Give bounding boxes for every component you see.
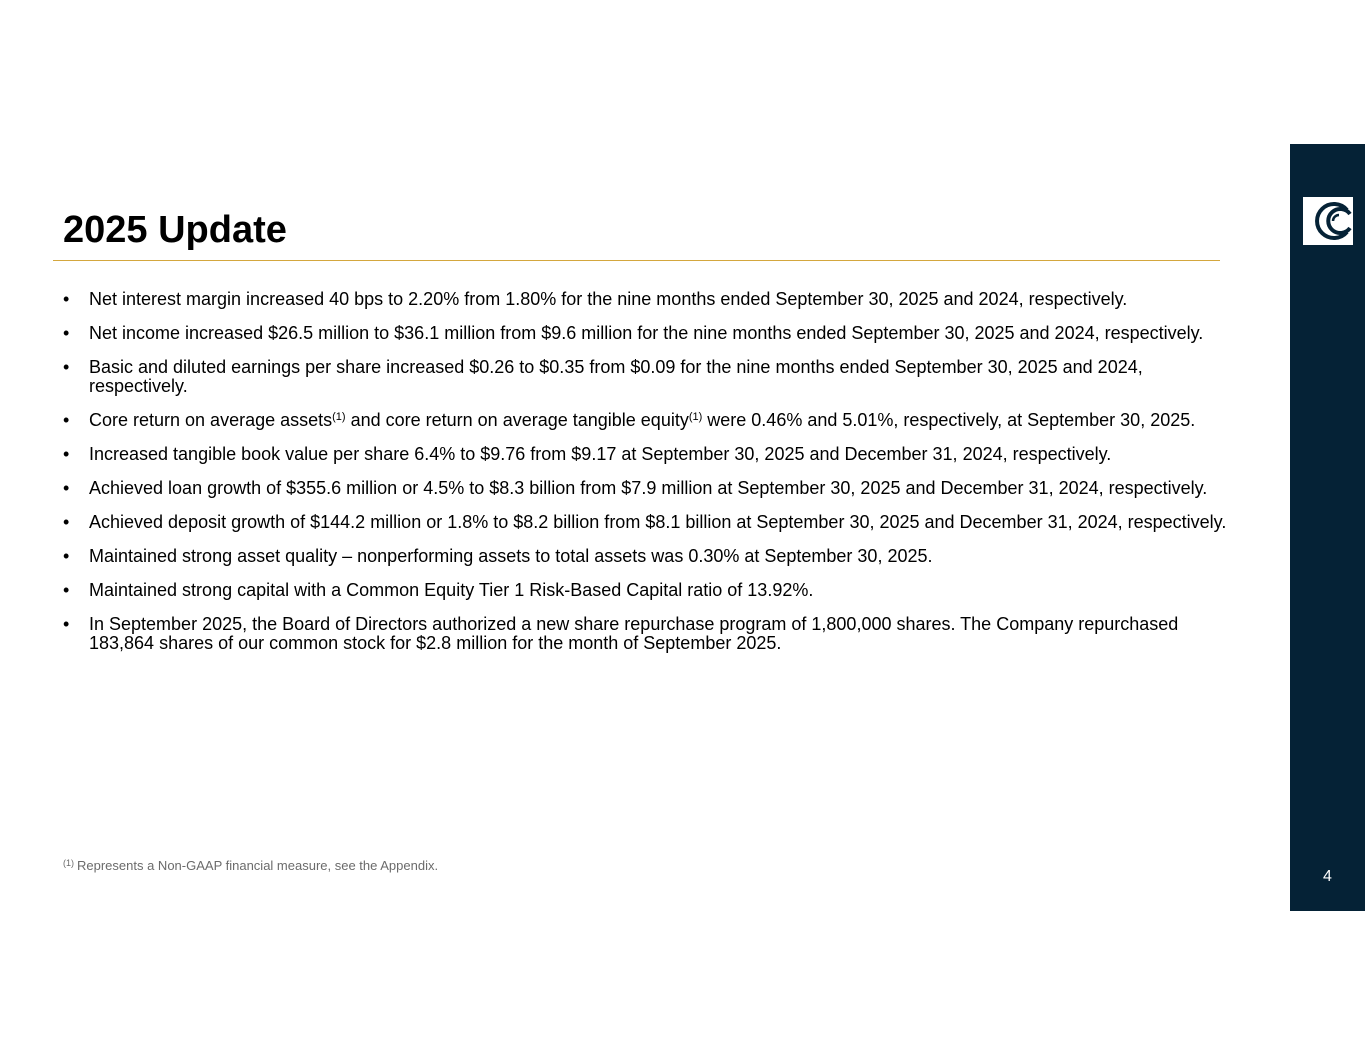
bullet-item-tangible-book-value: [63, 445, 1238, 464]
bullet-text-part: and core return on average tangible equity: [345, 410, 689, 430]
bullet-marker: •: [63, 289, 70, 309]
bullet-item-deposit-growth: [63, 513, 1238, 532]
footnote-reference: (1): [332, 411, 346, 423]
bullet-item-asset-quality: [63, 547, 1238, 566]
bullet-list: [63, 290, 1238, 668]
bullet-marker: •: [63, 323, 70, 343]
bullet-marker: •: [63, 512, 70, 532]
bullet-text-part: Core return on average assets: [89, 410, 333, 430]
footnote-marker: (1): [63, 858, 74, 868]
company-logo-icon: [1303, 197, 1353, 245]
bullet-item-earnings-per-share: [63, 358, 1238, 396]
bullet-text: Achieved loan growth of $355.6 million or 4.5% to $8.3 billion from $7.9 million at September 30, 2025 and December 31, 2024, respectively.: [89, 478, 1208, 498]
bullet-item-net-income: [63, 324, 1238, 343]
bullet-item-capital-ratio: [63, 581, 1238, 600]
bullet-text: In September 2025, the Board of Directors authorized a new share repurchase program of 1,800,000 shares. The Company repurchased 183,864 shares of our common stock for $2.8 million for the month of September 2025.: [89, 614, 1179, 653]
bullet-marker: •: [63, 410, 70, 430]
bullet-item-net-interest-margin: [63, 290, 1238, 309]
bullet-item-loan-growth: [63, 479, 1238, 498]
bullet-marker: •: [63, 580, 70, 600]
bullet-marker: •: [63, 444, 70, 464]
bullet-text: [89, 410, 1195, 430]
bullet-marker: •: [63, 478, 70, 498]
bullet-text: Maintained strong capital with a Common Equity Tier 1 Risk-Based Capital ratio of 13.92%.: [89, 580, 814, 600]
bullet-item-share-repurchase: [63, 615, 1238, 653]
bullet-marker: •: [63, 546, 70, 566]
bullet-text-part: were 0.46% and 5.01%, respectively, at September 30, 2025.: [702, 410, 1196, 430]
bullet-text: Achieved deposit growth of $144.2 million or 1.8% to $8.2 billion from $8.1 billion at September 30, 2025 and December 31, 2024, respectively.: [89, 512, 1227, 532]
page-title: 2025 Update: [63, 209, 287, 251]
title-divider: [53, 260, 1220, 261]
footnote-text: Represents a Non-GAAP financial measure, see the Appendix.: [77, 858, 439, 873]
bullet-item-core-return: [63, 411, 1238, 430]
bullet-text: Basic and diluted earnings per share increased $0.26 to $0.35 from $0.09 for the nine months ended September 30, 2025 and 2024, respectively.: [89, 357, 1143, 396]
bullet-text: Net interest margin increased 40 bps to 2.20% from 1.80% for the nine months ended September 30, 2025 and 2024, respectively.: [89, 289, 1128, 309]
bullet-text: Increased tangible book value per share 6.4% to $9.76 from $9.17 at September 30, 2025 and December 31, 2024, respectively.: [89, 444, 1112, 464]
bullet-text: Maintained strong asset quality – nonperforming assets to total assets was 0.30% at September 30, 2025.: [89, 546, 933, 566]
footnote-reference: (1): [688, 411, 703, 423]
bullet-text: Net income increased $26.5 million to $36.1 million from $9.6 million for the nine months ended September 30, 2025 and 2024, respectively.: [89, 323, 1204, 343]
bullet-marker: •: [63, 614, 70, 634]
bullet-marker: •: [63, 357, 70, 377]
footnote: [63, 858, 438, 873]
page-number: 4: [1323, 868, 1332, 885]
brand-side-band: [1290, 144, 1365, 911]
